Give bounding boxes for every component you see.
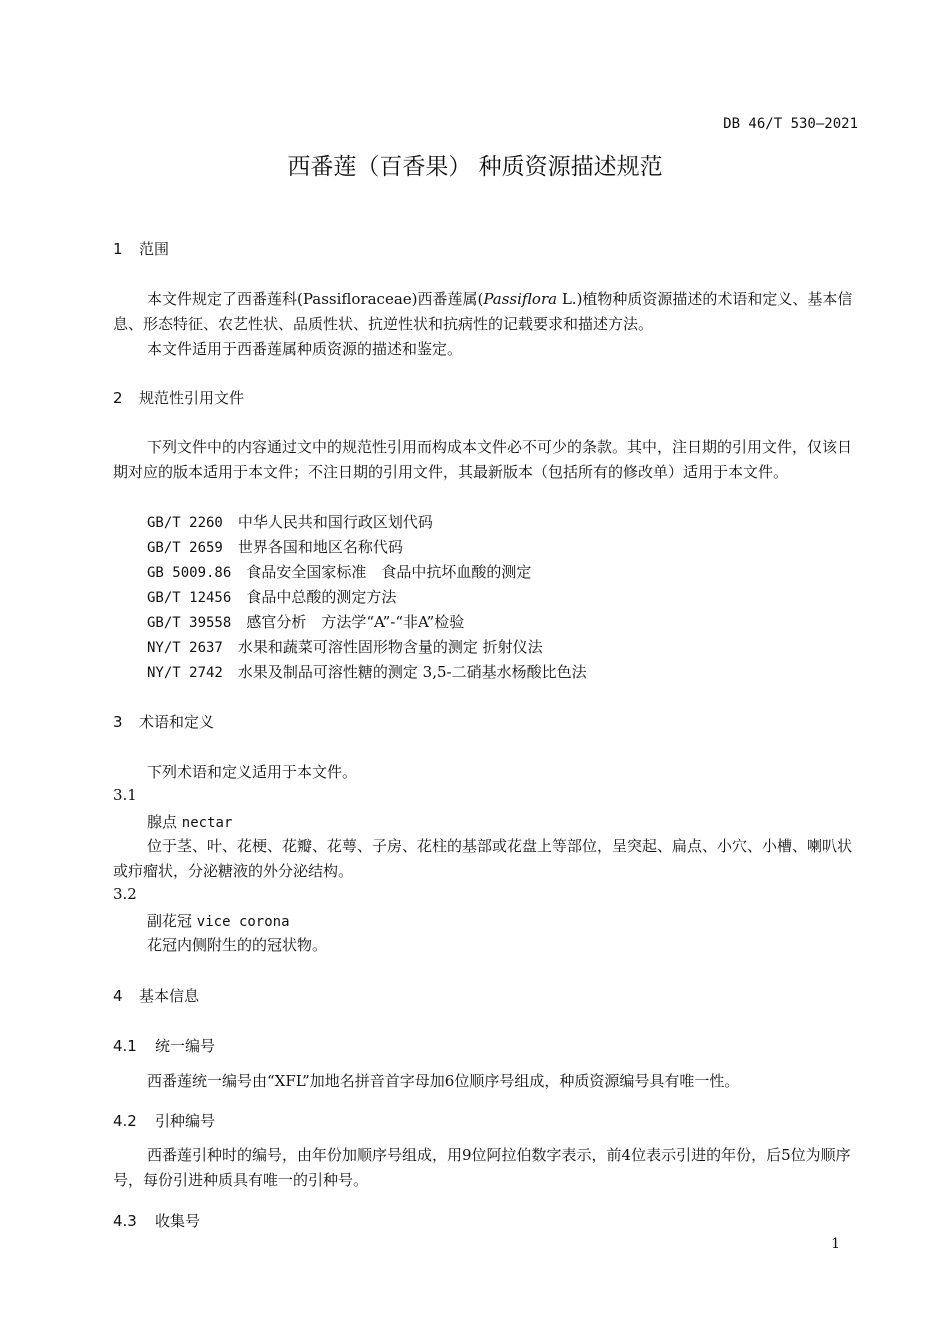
reference-item xyxy=(147,661,587,682)
terms-intro: 下列术语和定义适用于本文件。 xyxy=(147,763,358,781)
reference-item xyxy=(147,561,531,582)
reference-item xyxy=(147,511,433,532)
reference-title: 感官分析 方法学“A”-“非A”检验 xyxy=(246,613,465,631)
term-definition: 位于茎、叶、花梗、花瓣、花萼、子房、花柱的基部或花盘上等部位，呈突起、扁点、小穴、小槽、喇叭状或疖瘤状，分泌糖液的外分泌结构。 xyxy=(113,837,853,880)
reference-title: 世界各国和地区名称代码 xyxy=(237,538,403,556)
document-title: 西番莲（百香果） 种质资源描述规范 xyxy=(287,154,663,180)
reference-item xyxy=(147,611,464,632)
normative-references-intro: 下列文件中的内容通过文中的规范性引用而构成本文件必不可少的条款。其中，注日期的引用文件，仅该日期对应的版本适用于本文件；不注日期的引用文件，其最新版本（包括所有的修改单）适用于本文件。 xyxy=(113,438,853,481)
scope-paragraph-1: 本文件规定了西番莲科(Passifloraceae)西番莲属(Passiflora L.)植物种质资源描述的术语和定义、基本信息、形态特征、农艺性状、品质性状、抗逆性状和抗病性的记载要求和描述方法。 xyxy=(113,290,853,333)
subsection-title: 引种编号 xyxy=(155,1112,216,1130)
section-number: 4 xyxy=(113,987,123,1005)
subsection-title: 收集号 xyxy=(155,1212,201,1230)
term-en: nectar xyxy=(181,815,233,831)
section-number: 1 xyxy=(113,240,123,258)
section-1-heading xyxy=(113,238,169,259)
term-heading xyxy=(147,811,232,832)
page-number: 1 xyxy=(831,1236,840,1252)
reference-code: GB 5009.86 xyxy=(147,565,232,581)
term-definition: 花冠内侧附生的的冠状物。 xyxy=(147,936,328,954)
reference-title: 水果和蔬菜可溶性固形物含量的测定 折射仪法 xyxy=(237,638,543,656)
section-title: 规范性引用文件 xyxy=(139,389,245,407)
subsection-number: 4.2 xyxy=(113,1112,137,1130)
reference-code: GB/T 2659 xyxy=(147,540,223,556)
subsection-number: 4.1 xyxy=(113,1037,137,1055)
subsection-4-1-heading xyxy=(113,1035,215,1056)
term-zh: 腺点 xyxy=(147,813,178,831)
section-number: 3 xyxy=(113,713,123,731)
reference-title: 食品安全国家标准 食品中抗坏血酸的测定 xyxy=(246,563,532,581)
section-4-heading xyxy=(113,985,199,1006)
section-title: 范围 xyxy=(139,240,170,258)
term-en: vice corona xyxy=(196,914,290,930)
subsection-4-3-heading xyxy=(113,1210,200,1231)
subsection-title: 统一编号 xyxy=(155,1037,216,1055)
reference-title: 食品中总酸的测定方法 xyxy=(246,588,397,606)
section-title: 基本信息 xyxy=(139,987,200,1005)
subsection-4-1-text: 西番莲统一编号由“XFL”加地名拼音首字母加6位顺序号组成，种质资源编号具有唯一性。 xyxy=(147,1072,740,1090)
term-number: 3.2 xyxy=(113,885,137,903)
reference-code: GB/T 2260 xyxy=(147,515,223,531)
reference-item xyxy=(147,636,543,657)
reference-code: GB/T 39558 xyxy=(147,615,232,631)
reference-title: 水果及制品可溶性糖的测定 3,5-二硝基水杨酸比色法 xyxy=(237,663,587,681)
genus-name-italic: Passiflora xyxy=(483,290,558,308)
reference-title: 中华人民共和国行政区划代码 xyxy=(237,513,433,531)
section-3-heading xyxy=(113,711,214,732)
term-zh: 副花冠 xyxy=(147,912,193,930)
scope-paragraph-2: 本文件适用于西番莲属种质资源的描述和鉴定。 xyxy=(147,340,463,358)
subsection-number: 4.3 xyxy=(113,1212,137,1230)
term-number: 3.1 xyxy=(113,786,137,804)
reference-item xyxy=(147,536,403,557)
reference-item xyxy=(147,586,396,607)
reference-code: NY/T 2637 xyxy=(147,640,223,656)
section-title: 术语和定义 xyxy=(139,713,215,731)
section-2-heading xyxy=(113,387,244,408)
reference-code: NY/T 2742 xyxy=(147,665,223,681)
standard-code: DB 46/T 530—2021 xyxy=(723,116,858,132)
reference-code: GB/T 12456 xyxy=(147,590,232,606)
term-heading xyxy=(147,910,290,931)
section-number: 2 xyxy=(113,389,123,407)
subsection-4-2-heading xyxy=(113,1110,215,1131)
subsection-4-2-text: 西番莲引种时的编号，由年份加顺序号组成，用9位阿拉伯数字表示，前4位表示引进的年份，后5位为顺序号，每份引进种质具有唯一的引种号。 xyxy=(113,1146,851,1189)
